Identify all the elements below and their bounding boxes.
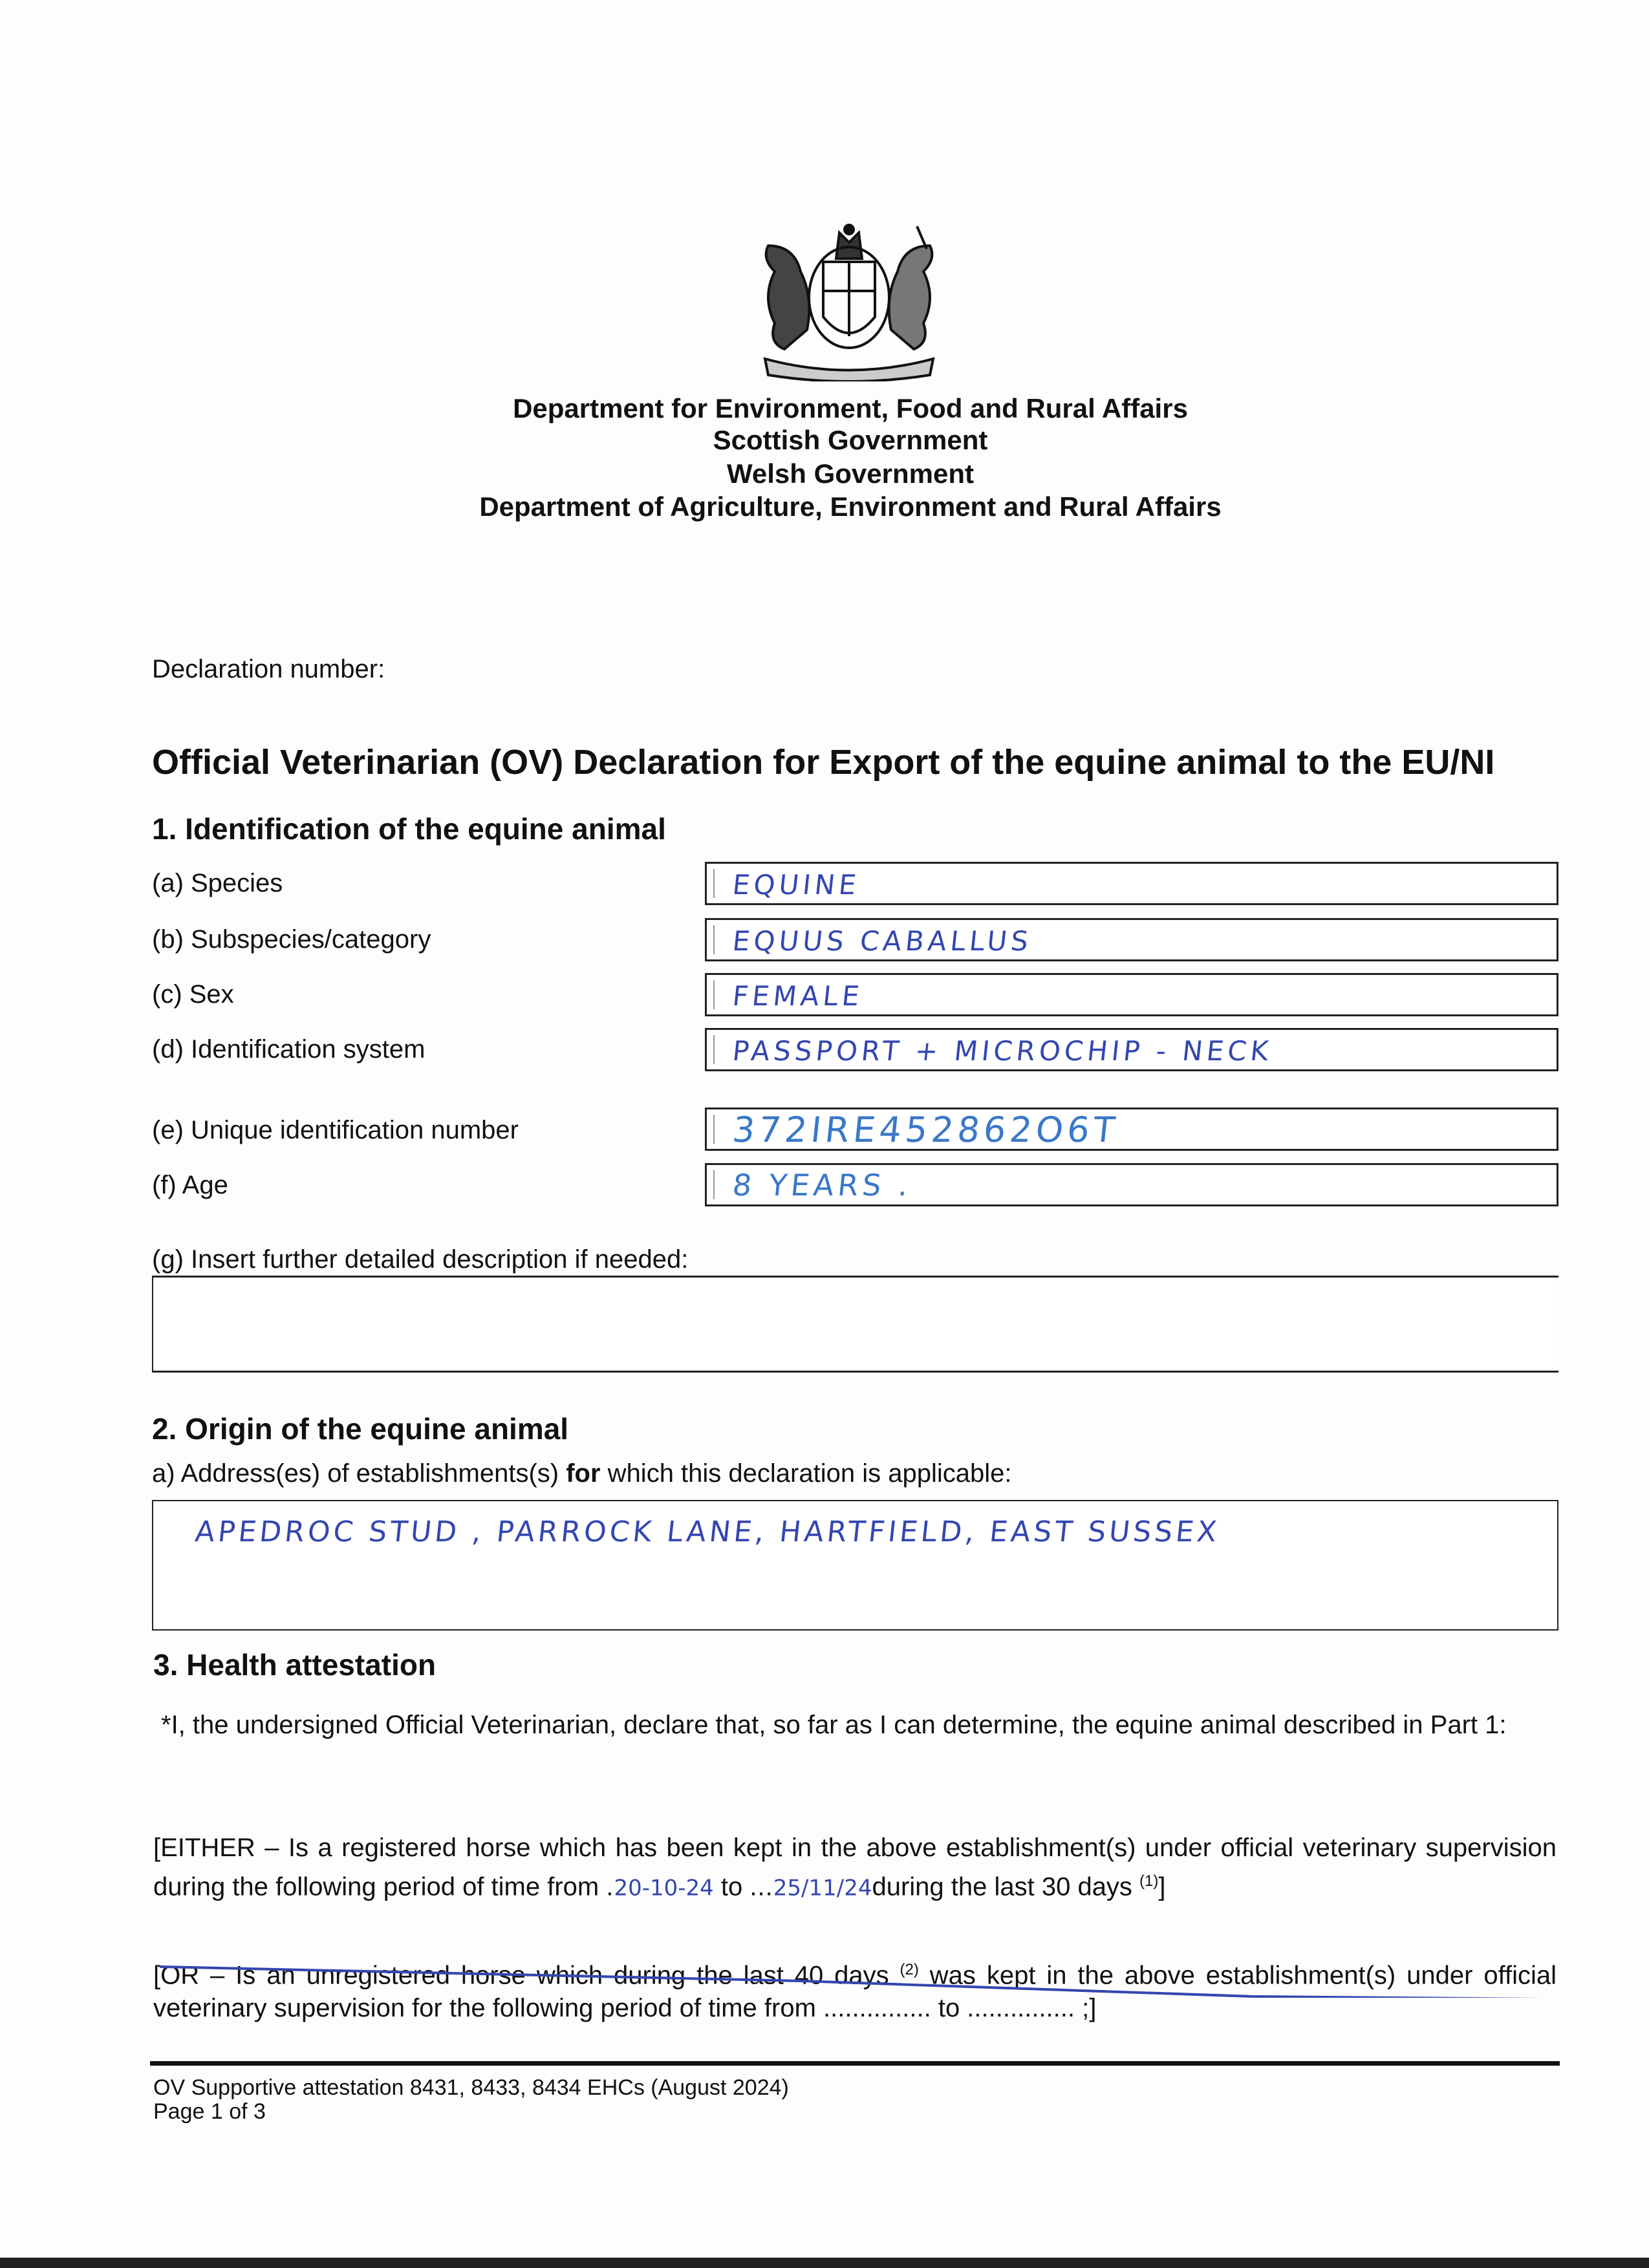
or-text: [OR – Is an unregistered horse which during the last 40 days bbox=[153, 1961, 900, 1990]
either-post-text: during the last 30 days bbox=[872, 1872, 1140, 1901]
identification-system-field[interactable] bbox=[705, 1028, 1558, 1071]
section-2-heading: 2. Origin of the equine animal bbox=[152, 1412, 569, 1446]
subspecies-value: EQUUS CABALLUS bbox=[731, 925, 1034, 957]
royal-coat-of-arms-logo bbox=[749, 220, 949, 381]
department-welsh-government: Welsh Government bbox=[727, 458, 974, 489]
page-number: Page 1 of 3 bbox=[153, 2099, 266, 2124]
species-value: EQUINE bbox=[731, 869, 862, 901]
unique-id-field[interactable] bbox=[705, 1107, 1558, 1151]
subspecies-field[interactable] bbox=[705, 918, 1558, 961]
identification-system-label: (d) Identification system bbox=[152, 1035, 426, 1064]
or-post-text: was kept in the above establishment(s) under official veterinary supervision for the following period of time from ............... to ............... ;] bbox=[153, 1961, 1557, 2023]
age-field[interactable] bbox=[705, 1163, 1558, 1206]
sex-value: FEMALE bbox=[731, 980, 865, 1012]
either-to-date[interactable]: 25/11/24 bbox=[773, 1875, 872, 1901]
section-1-heading: 1. Identification of the equine animal bbox=[152, 812, 666, 846]
species-field[interactable] bbox=[705, 862, 1558, 905]
address-label-pre: a) Address(es) of establishments(s) bbox=[152, 1459, 566, 1488]
footnote-2-ref: (2) bbox=[900, 1961, 919, 1978]
species-label: (a) Species bbox=[152, 869, 283, 897]
unique-id-value: 372IRE452862O6T bbox=[730, 1109, 1121, 1150]
either-end: ] bbox=[1158, 1872, 1166, 1901]
subspecies-label: (b) Subspecies/category bbox=[152, 925, 431, 954]
further-description-label: (g) Insert further detailed description if needed: bbox=[152, 1245, 689, 1274]
age-value: 8 YEARS . bbox=[731, 1168, 914, 1203]
address-label bbox=[152, 1459, 1011, 1488]
further-description-field[interactable] bbox=[152, 1276, 1558, 1373]
sex-label: (c) Sex bbox=[152, 980, 234, 1009]
address-value: APEDROC STUD , PARROCK LANE, HARTFIELD, EAST SUSSEX bbox=[193, 1515, 1222, 1548]
sex-field[interactable] bbox=[705, 973, 1558, 1016]
address-label-post: which this declaration is applicable: bbox=[600, 1459, 1012, 1488]
either-to-text: to bbox=[713, 1872, 750, 1901]
either-clause: [EITHER – Is a registered horse which has been kept in the above establishment(s) under official veterinary supervision during the following period of time from .20-10-24 to ...25/11/24during the last 30 days $^{(1)}$] bbox=[153, 1834, 1557, 1901]
department-defra: Department for Environment, Food and Rural Affairs bbox=[513, 393, 1188, 423]
identification-system-value: PASSPORT + MICROCHIP - NECK bbox=[731, 1035, 1274, 1067]
footer-rule bbox=[150, 2061, 1560, 2066]
document-title: Official Veterinarian (OV) Declaration for Export of the equine animal to the EU/NI bbox=[152, 743, 1495, 782]
declaration-number-label: Declaration number: bbox=[152, 655, 385, 683]
age-label: (f) Age bbox=[152, 1171, 228, 1199]
either-from-date[interactable]: 20-10-24 bbox=[614, 1875, 714, 1901]
unique-id-label: (e) Unique identification number bbox=[152, 1116, 519, 1144]
scan-edge bbox=[0, 2258, 1649, 2268]
department-scottish-government: Scottish Government bbox=[713, 425, 988, 455]
strikethrough-line bbox=[153, 1959, 1563, 1998]
address-label-bold: for bbox=[566, 1459, 601, 1488]
footnote-1-ref: (1) bbox=[1139, 1872, 1159, 1890]
address-field[interactable] bbox=[152, 1500, 1558, 1631]
section-3-heading: 3. Health attestation bbox=[153, 1648, 436, 1682]
footer-attestation-ref: OV Supportive attestation 8431, 8433, 8434 EHCs (August 2024) bbox=[153, 2075, 789, 2100]
health-attestation-intro: *I, the undersigned Official Veterinarian, declare that, so far as I can determine, the equine animal described in Part 1: bbox=[161, 1711, 1507, 1739]
department-daera: Department of Agriculture, Environment and Rural Affairs bbox=[479, 491, 1222, 522]
either-text: [EITHER – Is a registered horse which has been kept in the above establishment(s) under official veterinary supervision during the following period of time from bbox=[153, 1834, 1557, 1901]
